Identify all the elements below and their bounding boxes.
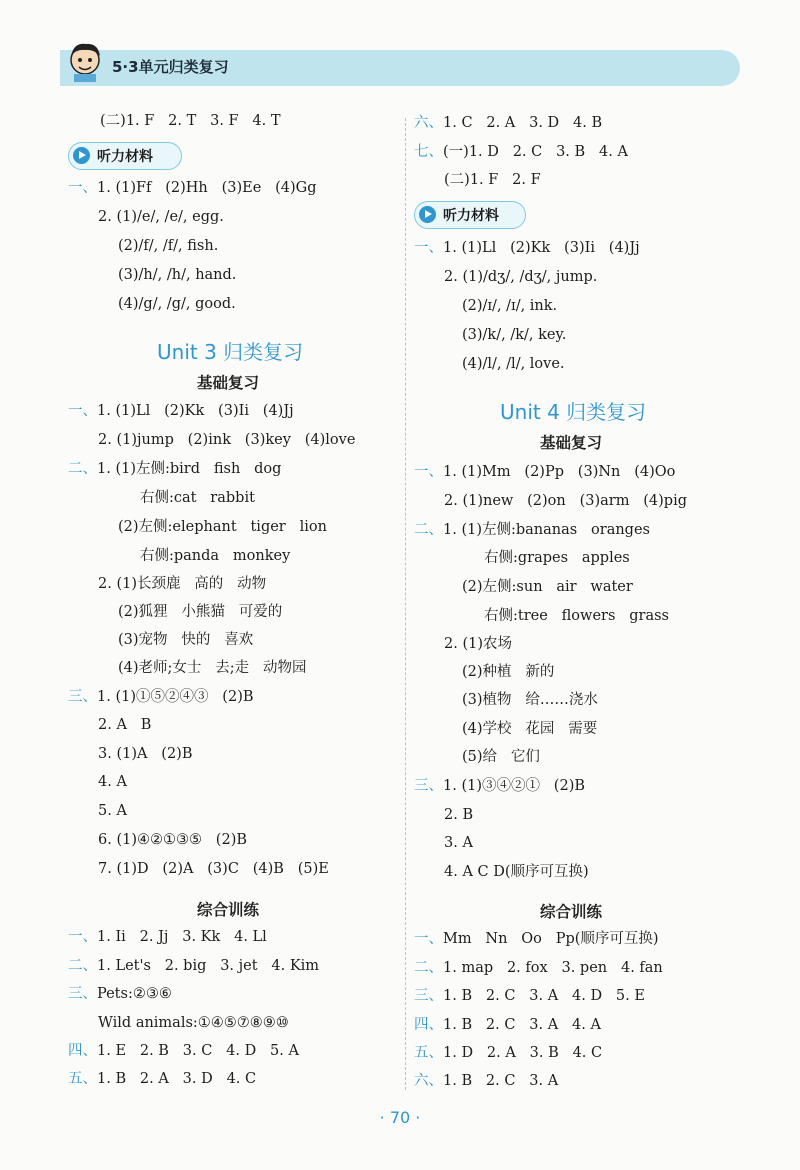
- left-basic-line: 2. A B: [98, 717, 152, 733]
- right-basic-line: (4)学校 花园 需要: [462, 721, 598, 737]
- left-basic-line: 三、1. (1)①⑤②④③ (2)B: [68, 689, 254, 705]
- right-comp-line: 三、1. B 2. C 3. A 4. D 5. E: [414, 988, 645, 1004]
- left-basic-line: 4. A: [98, 774, 127, 790]
- left-basic-line: 6. (1)④②①③⑤ (2)B: [98, 832, 248, 848]
- left-comp-line: Wild animals:①④⑤⑦⑧⑨⑩: [98, 1015, 289, 1031]
- left-comp-line: 五、1. B 2. A 3. D 4. C: [68, 1071, 257, 1087]
- right-basic-line: 三、1. (1)③④②① (2)B: [414, 778, 586, 794]
- play-icon: [419, 206, 436, 223]
- right-basic-line: (5)给 它们: [462, 749, 540, 765]
- unit3-title: Unit 3 归类复习: [157, 340, 304, 364]
- left-comp-line: 二、1. Let's 2. big 3. jet 4. Kim: [68, 958, 320, 974]
- right-basic-line: (2)左侧:sun air water: [462, 579, 633, 595]
- right-comp-line: 五、1. D 2. A 3. B 4. C: [414, 1045, 603, 1061]
- left-basic-line: (2)狐狸 小熊猫 可爱的: [118, 604, 283, 620]
- header-title: 5·3单元归类复习: [112, 58, 229, 76]
- right-basic-line: 二、1. (1)左侧:bananas oranges: [414, 522, 650, 538]
- left-listening-line: (3)/h/, /h/, hand.: [118, 267, 237, 283]
- right-basic-line: 右侧:grapes apples: [484, 550, 630, 566]
- right-basic-line: 4. A C D(顺序可互换): [444, 864, 589, 880]
- left-basic-line: 5. A: [98, 803, 127, 819]
- listening-tag-label: 听力材料: [97, 149, 153, 165]
- right-listening-line: (2)/ɪ/, /ɪ/, ink.: [462, 298, 558, 314]
- left-basic-line: (2)左侧:elephant tiger lion: [118, 519, 327, 535]
- unit3-basic-title: 基础复习: [197, 374, 260, 392]
- left-listening-line: 2. (1)/e/, /e/, egg.: [98, 209, 224, 225]
- left-basic-line: 右侧:cat rabbit: [140, 490, 255, 506]
- right-basic-line: 右侧:tree flowers grass: [484, 608, 669, 624]
- page-number: · 70 ·: [379, 1108, 421, 1127]
- listening-tag-left: [68, 142, 182, 170]
- left-listening-line: (4)/g/, /g/, good.: [118, 296, 236, 312]
- unit4-basic-title: 基础复习: [540, 434, 603, 452]
- left-listening-line: 一、1. (1)Ff (2)Hh (3)Ee (4)Gg: [68, 180, 317, 196]
- right-top-line: 七、(一)1. D 2. C 3. B 4. A: [414, 144, 628, 160]
- left-basic-line: (4)老师;女士 去;走 动物园: [118, 660, 307, 676]
- right-comp-line: 二、1. map 2. fox 3. pen 4. fan: [414, 960, 663, 976]
- unit4-title: Unit 4 归类复习: [500, 400, 647, 424]
- left-basic-line: 二、1. (1)左侧:bird fish dog: [68, 461, 282, 477]
- right-top-line: 六、1. C 2. A 3. D 4. B: [414, 115, 603, 131]
- right-top-line: (二)1. F 2. F: [444, 172, 541, 188]
- left-basic-line: 3. (1)A (2)B: [98, 746, 193, 762]
- play-icon: [73, 147, 90, 164]
- right-comp-line: 四、1. B 2. C 3. A 4. A: [414, 1017, 601, 1033]
- listening-tag-label: 听力材料: [443, 208, 499, 224]
- right-basic-line: (3)植物 给……浇水: [462, 692, 598, 708]
- listening-tag-right: [414, 201, 526, 229]
- left-basic-line: 一、1. (1)Ll (2)Kk (3)Ii (4)Jj: [68, 403, 294, 419]
- right-comp-line: 六、1. B 2. C 3. A: [414, 1073, 559, 1089]
- unit4-comp-title: 综合训练: [540, 903, 603, 921]
- left-comp-line: 一、1. Ii 2. Jj 3. Kk 4. Ll: [68, 929, 267, 945]
- left-basic-line: (3)宠物 快的 喜欢: [118, 632, 254, 648]
- left-basic-line: 右侧:panda monkey: [140, 548, 291, 564]
- right-basic-line: (2)种植 新的: [462, 664, 555, 680]
- column-divider: [405, 118, 406, 1090]
- right-basic-line: 2. B: [444, 807, 474, 823]
- right-listening-line: 一、1. (1)Ll (2)Kk (3)Ii (4)Jj: [414, 240, 640, 256]
- left-listening-line: (2)/f/, /f/, fish.: [118, 238, 219, 254]
- right-basic-line: 3. A: [444, 835, 473, 851]
- left-basic-line: 2. (1)长颈鹿 高的 动物: [98, 576, 267, 592]
- left-top-line: (二)1. F 2. T 3. F 4. T: [100, 113, 281, 129]
- right-listening-line: (4)/l/, /l/, love.: [462, 356, 565, 372]
- left-basic-line: 2. (1)jump (2)ink (3)key (4)love: [98, 432, 356, 448]
- right-basic-line: 一、1. (1)Mm (2)Pp (3)Nn (4)Oo: [414, 464, 676, 480]
- mascot-icon: [66, 40, 104, 82]
- left-comp-line: 三、Pets:②③⑥: [68, 986, 172, 1002]
- right-comp-line: 一、Mm Nn Oo Pp(顺序可互换): [414, 931, 659, 947]
- right-listening-line: 2. (1)/dʒ/, /dʒ/, jump.: [444, 269, 598, 285]
- right-basic-line: 2. (1)new (2)on (3)arm (4)pig: [444, 493, 688, 509]
- right-basic-line: 2. (1)农场: [444, 636, 512, 652]
- left-basic-line: 7. (1)D (2)A (3)C (4)B (5)E: [98, 861, 329, 877]
- right-listening-line: (3)/k/, /k/, key.: [462, 327, 567, 343]
- unit3-comp-title: 综合训练: [197, 901, 260, 919]
- left-comp-line: 四、1. E 2. B 3. C 4. D 5. A: [68, 1043, 299, 1059]
